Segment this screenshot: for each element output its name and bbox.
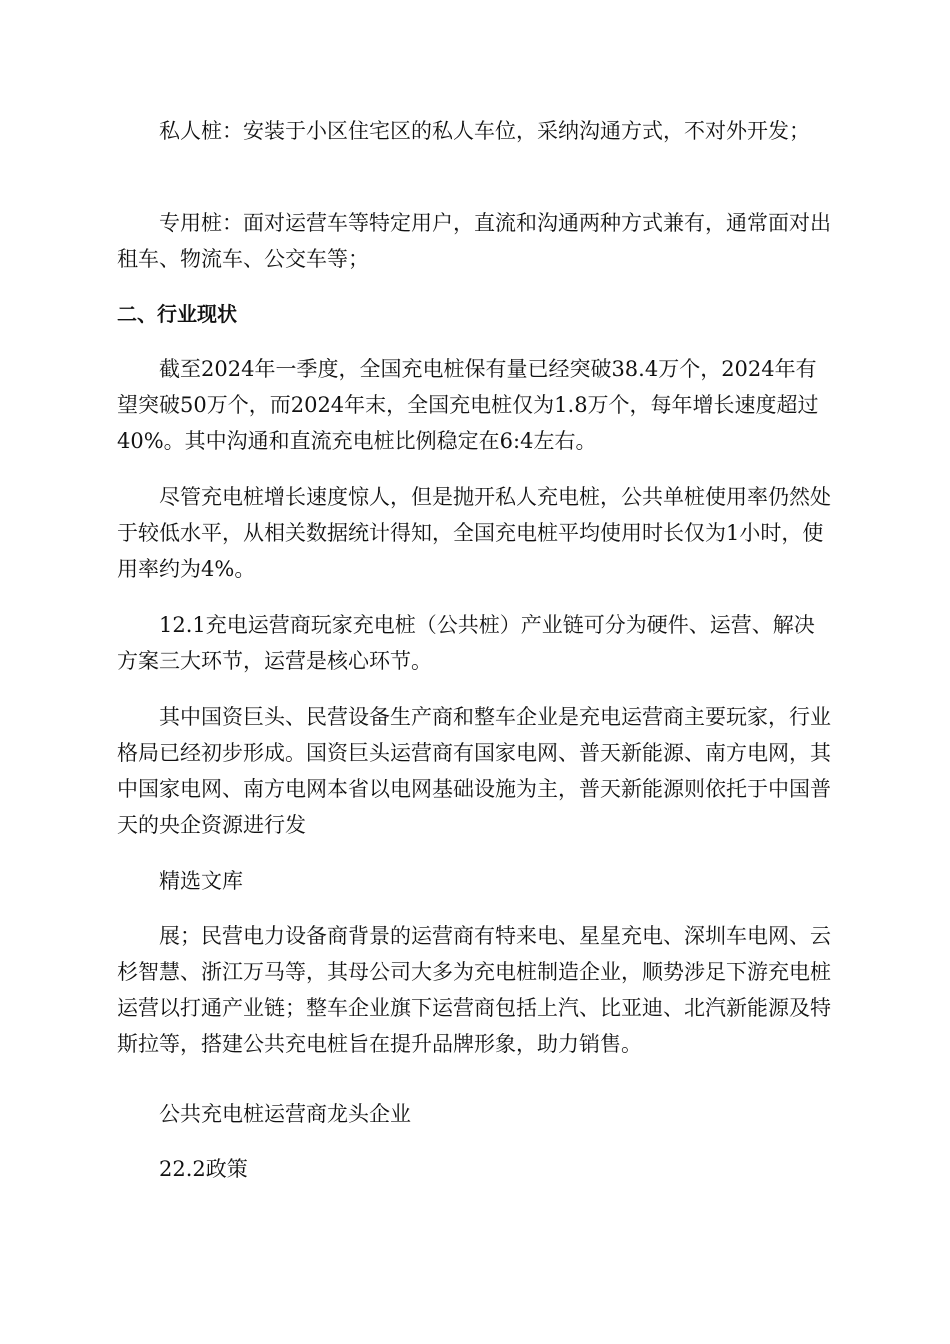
- paragraph-operators: 其中国资巨头、民营设备生产商和整车企业是充电运营商主要玩家，行业格局已经初步形成。国资巨头运营商有国家电网、普天新能源、南方电网，其中国家电网、南方电网本省以电网基础设施为主，普天新能源则依托于中国普天的央企资源进行发: [117, 705, 831, 837]
- section-heading-industry-status: 二、行业现状: [117, 302, 237, 326]
- paragraph-library-note: 精选文库: [159, 869, 243, 893]
- paragraph-utilization-rate: 尽管充电桩增长速度惊人，但是抛开私人充电桩，公共单桩使用率仍然处于较低水平，从相关数据统计得知，全国充电桩平均使用时长仅为1小时，使用率约为4%。: [117, 485, 831, 581]
- paragraph-dedicated-pile: 专用桩：面对运营车等特定用户，直流和沟通两种方式兼有，通常面对出租车、物流车、公交车等；: [117, 211, 831, 271]
- paragraph-industry-chain: 12.1充电运营商玩家充电桩（公共桩）产业链可分为硬件、运营、解决方案三大环节，运营是核心环节。: [117, 613, 815, 673]
- paragraph-private-operators: 展；民营电力设备商背景的运营商有特来电、星星充电、深圳车电网、云杉智慧、浙江万马等，其母公司大多为充电桩制造企业，顺势涉足下游充电桩运营以打通产业链；整车企业旗下运营商包括上汽、比亚迪、北汽新能源及特斯拉等，搭建公共充电桩旨在提升品牌形象，助力销售。: [117, 924, 831, 1056]
- paragraph-charging-pile-count: 截至2024年一季度，全国充电桩保有量已经突破38.4万个，2024年有望突破50万个，而2024年末，全国充电桩仅为1.8万个，每年增长速度超过40%。其中沟通和直流充电桩比例稳定在6:4左右。: [117, 357, 819, 453]
- paragraph-leading-companies: 公共充电桩运营商龙头企业: [159, 1102, 411, 1126]
- paragraph-private-pile: 私人桩：安装于小区住宅区的私人车位，采纳沟通方式，不对外开发；: [159, 119, 810, 143]
- paragraph-policy: 22.2政策: [159, 1157, 248, 1181]
